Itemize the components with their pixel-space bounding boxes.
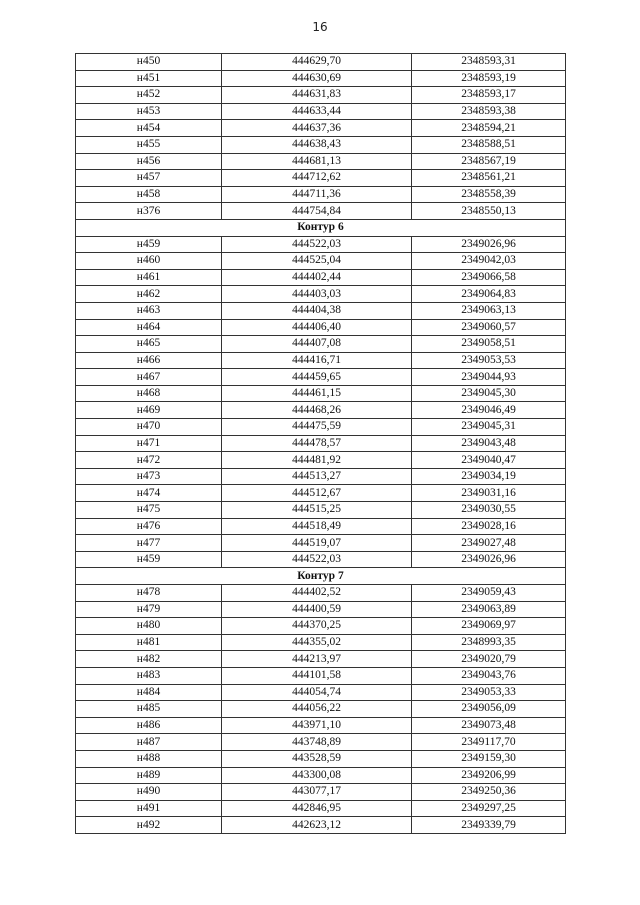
y-coordinate-cell: 2349020,79	[412, 651, 566, 668]
table-row	[76, 800, 566, 817]
point-id-cell: н473	[76, 468, 222, 485]
y-coordinate-cell: 2349046,49	[412, 402, 566, 419]
table-row	[76, 585, 566, 602]
y-coordinate-cell: 2349030,55	[412, 502, 566, 519]
y-coordinate-cell: 2349339,79	[412, 817, 566, 834]
table-row	[76, 750, 566, 767]
x-coordinate-cell: 444056,22	[222, 701, 412, 718]
point-id-cell: н486	[76, 717, 222, 734]
y-coordinate-cell: 2348558,39	[412, 186, 566, 203]
x-coordinate-cell: 444475,59	[222, 419, 412, 436]
y-coordinate-cell: 2349206,99	[412, 767, 566, 784]
point-id-cell: н468	[76, 385, 222, 402]
table-row	[76, 817, 566, 834]
x-coordinate-cell: 444402,44	[222, 269, 412, 286]
x-coordinate-cell: 443300,08	[222, 767, 412, 784]
y-coordinate-cell: 2348593,31	[412, 54, 566, 71]
table-row	[76, 87, 566, 104]
x-coordinate-cell: 444522,03	[222, 551, 412, 568]
y-coordinate-cell: 2349073,48	[412, 717, 566, 734]
coordinates-table	[75, 53, 566, 834]
table-row	[76, 186, 566, 203]
point-id-cell: н480	[76, 618, 222, 635]
table-row	[76, 618, 566, 635]
x-coordinate-cell: 444638,43	[222, 136, 412, 153]
y-coordinate-cell: 2349045,31	[412, 419, 566, 436]
y-coordinate-cell: 2349053,33	[412, 684, 566, 701]
x-coordinate-cell: 444522,03	[222, 236, 412, 253]
x-coordinate-cell: 442623,12	[222, 817, 412, 834]
table-row	[76, 336, 566, 353]
x-coordinate-cell: 444407,08	[222, 336, 412, 353]
y-coordinate-cell: 2349043,48	[412, 435, 566, 452]
x-coordinate-cell: 444630,69	[222, 70, 412, 87]
table-row	[76, 236, 566, 253]
table-row	[76, 402, 566, 419]
point-id-cell: н492	[76, 817, 222, 834]
page-number: 16	[312, 20, 328, 34]
y-coordinate-cell: 2349059,43	[412, 585, 566, 602]
x-coordinate-cell: 444481,92	[222, 452, 412, 469]
y-coordinate-cell: 2349026,96	[412, 236, 566, 253]
x-coordinate-cell: 444478,57	[222, 435, 412, 452]
point-id-cell: н464	[76, 319, 222, 336]
x-coordinate-cell: 444213,97	[222, 651, 412, 668]
point-id-cell: н476	[76, 518, 222, 535]
point-id-cell: н465	[76, 336, 222, 353]
table-row	[76, 385, 566, 402]
section-title: Контур 6	[76, 219, 566, 236]
point-id-cell: н466	[76, 352, 222, 369]
x-coordinate-cell: 443528,59	[222, 750, 412, 767]
table-row	[76, 684, 566, 701]
table-row	[76, 701, 566, 718]
y-coordinate-cell: 2349063,89	[412, 601, 566, 618]
y-coordinate-cell: 2349056,09	[412, 701, 566, 718]
table-row	[76, 352, 566, 369]
x-coordinate-cell: 444518,49	[222, 518, 412, 535]
table-row	[76, 120, 566, 137]
y-coordinate-cell: 2349250,36	[412, 784, 566, 801]
y-coordinate-cell: 2349117,70	[412, 734, 566, 751]
y-coordinate-cell: 2349060,57	[412, 319, 566, 336]
y-coordinate-cell: 2348593,17	[412, 87, 566, 104]
section-header-row	[76, 568, 566, 585]
x-coordinate-cell: 444355,02	[222, 634, 412, 651]
x-coordinate-cell: 444513,27	[222, 468, 412, 485]
table-row	[76, 203, 566, 220]
x-coordinate-cell: 444402,52	[222, 585, 412, 602]
point-id-cell: н456	[76, 153, 222, 170]
point-id-cell: н452	[76, 87, 222, 104]
table-row	[76, 502, 566, 519]
table-row	[76, 767, 566, 784]
point-id-cell: н450	[76, 54, 222, 71]
table-row	[76, 551, 566, 568]
table-row	[76, 103, 566, 120]
point-id-cell: н472	[76, 452, 222, 469]
point-id-cell: н485	[76, 701, 222, 718]
table-row	[76, 54, 566, 71]
coordinates-table-body	[76, 54, 566, 834]
y-coordinate-cell: 2349063,13	[412, 302, 566, 319]
y-coordinate-cell: 2349044,93	[412, 369, 566, 386]
point-id-cell: н490	[76, 784, 222, 801]
point-id-cell: н462	[76, 286, 222, 303]
x-coordinate-cell: 444633,44	[222, 103, 412, 120]
point-id-cell: н488	[76, 750, 222, 767]
table-row	[76, 717, 566, 734]
y-coordinate-cell: 2349159,30	[412, 750, 566, 767]
y-coordinate-cell: 2348993,35	[412, 634, 566, 651]
x-coordinate-cell: 444754,84	[222, 203, 412, 220]
table-row	[76, 734, 566, 751]
section-title: Контур 7	[76, 568, 566, 585]
table-row	[76, 253, 566, 270]
point-id-cell: н484	[76, 684, 222, 701]
table-row	[76, 667, 566, 684]
x-coordinate-cell: 444512,67	[222, 485, 412, 502]
table-row	[76, 452, 566, 469]
x-coordinate-cell: 444370,25	[222, 618, 412, 635]
table-row	[76, 369, 566, 386]
point-id-cell: н481	[76, 634, 222, 651]
point-id-cell: н467	[76, 369, 222, 386]
y-coordinate-cell: 2348593,38	[412, 103, 566, 120]
y-coordinate-cell: 2349053,53	[412, 352, 566, 369]
x-coordinate-cell: 444416,71	[222, 352, 412, 369]
y-coordinate-cell: 2349028,16	[412, 518, 566, 535]
y-coordinate-cell: 2349031,16	[412, 485, 566, 502]
point-id-cell: н376	[76, 203, 222, 220]
x-coordinate-cell: 444101,58	[222, 667, 412, 684]
y-coordinate-cell: 2349297,25	[412, 800, 566, 817]
x-coordinate-cell: 444525,04	[222, 253, 412, 270]
y-coordinate-cell: 2348588,51	[412, 136, 566, 153]
table-row	[76, 70, 566, 87]
x-coordinate-cell: 444681,13	[222, 153, 412, 170]
x-coordinate-cell: 443748,89	[222, 734, 412, 751]
y-coordinate-cell: 2349069,97	[412, 618, 566, 635]
table-row	[76, 319, 566, 336]
x-coordinate-cell: 444406,40	[222, 319, 412, 336]
table-row	[76, 435, 566, 452]
x-coordinate-cell: 444515,25	[222, 502, 412, 519]
point-id-cell: н470	[76, 419, 222, 436]
x-coordinate-cell: 444711,36	[222, 186, 412, 203]
point-id-cell: н477	[76, 535, 222, 552]
point-id-cell: н459	[76, 551, 222, 568]
x-coordinate-cell: 443971,10	[222, 717, 412, 734]
x-coordinate-cell: 444404,38	[222, 302, 412, 319]
y-coordinate-cell: 2349040,47	[412, 452, 566, 469]
table-row	[76, 170, 566, 187]
x-coordinate-cell: 444459,65	[222, 369, 412, 386]
x-coordinate-cell: 443077,17	[222, 784, 412, 801]
table-row	[76, 485, 566, 502]
x-coordinate-cell: 444468,26	[222, 402, 412, 419]
point-id-cell: н463	[76, 302, 222, 319]
x-coordinate-cell: 442846,95	[222, 800, 412, 817]
point-id-cell: н474	[76, 485, 222, 502]
y-coordinate-cell: 2349042,03	[412, 253, 566, 270]
x-coordinate-cell: 444631,83	[222, 87, 412, 104]
point-id-cell: н469	[76, 402, 222, 419]
point-id-cell: н451	[76, 70, 222, 87]
point-id-cell: н457	[76, 170, 222, 187]
x-coordinate-cell: 444519,07	[222, 535, 412, 552]
y-coordinate-cell: 2349064,83	[412, 286, 566, 303]
table-row	[76, 468, 566, 485]
point-id-cell: н455	[76, 136, 222, 153]
point-id-cell: н482	[76, 651, 222, 668]
point-id-cell: н471	[76, 435, 222, 452]
point-id-cell: н491	[76, 800, 222, 817]
point-id-cell: н483	[76, 667, 222, 684]
point-id-cell: н478	[76, 585, 222, 602]
table-row	[76, 302, 566, 319]
table-row	[76, 518, 566, 535]
y-coordinate-cell: 2348561,21	[412, 170, 566, 187]
x-coordinate-cell: 444461,15	[222, 385, 412, 402]
point-id-cell: н458	[76, 186, 222, 203]
point-id-cell: н460	[76, 253, 222, 270]
point-id-cell: н454	[76, 120, 222, 137]
point-id-cell: н453	[76, 103, 222, 120]
y-coordinate-cell: 2348593,19	[412, 70, 566, 87]
x-coordinate-cell: 444403,03	[222, 286, 412, 303]
y-coordinate-cell: 2349026,96	[412, 551, 566, 568]
point-id-cell: н459	[76, 236, 222, 253]
y-coordinate-cell: 2349043,76	[412, 667, 566, 684]
table-row	[76, 153, 566, 170]
point-id-cell: н475	[76, 502, 222, 519]
section-header-row	[76, 219, 566, 236]
point-id-cell: н489	[76, 767, 222, 784]
y-coordinate-cell: 2349045,30	[412, 385, 566, 402]
y-coordinate-cell: 2349058,51	[412, 336, 566, 353]
point-id-cell: н479	[76, 601, 222, 618]
point-id-cell: н487	[76, 734, 222, 751]
table-row	[76, 419, 566, 436]
table-row	[76, 601, 566, 618]
point-id-cell: н461	[76, 269, 222, 286]
x-coordinate-cell: 444712,62	[222, 170, 412, 187]
table-row	[76, 136, 566, 153]
y-coordinate-cell: 2348550,13	[412, 203, 566, 220]
table-row	[76, 784, 566, 801]
x-coordinate-cell: 444637,36	[222, 120, 412, 137]
x-coordinate-cell: 444400,59	[222, 601, 412, 618]
y-coordinate-cell: 2349066,58	[412, 269, 566, 286]
x-coordinate-cell: 444054,74	[222, 684, 412, 701]
y-coordinate-cell: 2348594,21	[412, 120, 566, 137]
table-row	[76, 651, 566, 668]
y-coordinate-cell: 2349027,48	[412, 535, 566, 552]
table-row	[76, 269, 566, 286]
y-coordinate-cell: 2348567,19	[412, 153, 566, 170]
table-row	[76, 286, 566, 303]
table-row	[76, 535, 566, 552]
y-coordinate-cell: 2349034,19	[412, 468, 566, 485]
table-row	[76, 634, 566, 651]
x-coordinate-cell: 444629,70	[222, 54, 412, 71]
